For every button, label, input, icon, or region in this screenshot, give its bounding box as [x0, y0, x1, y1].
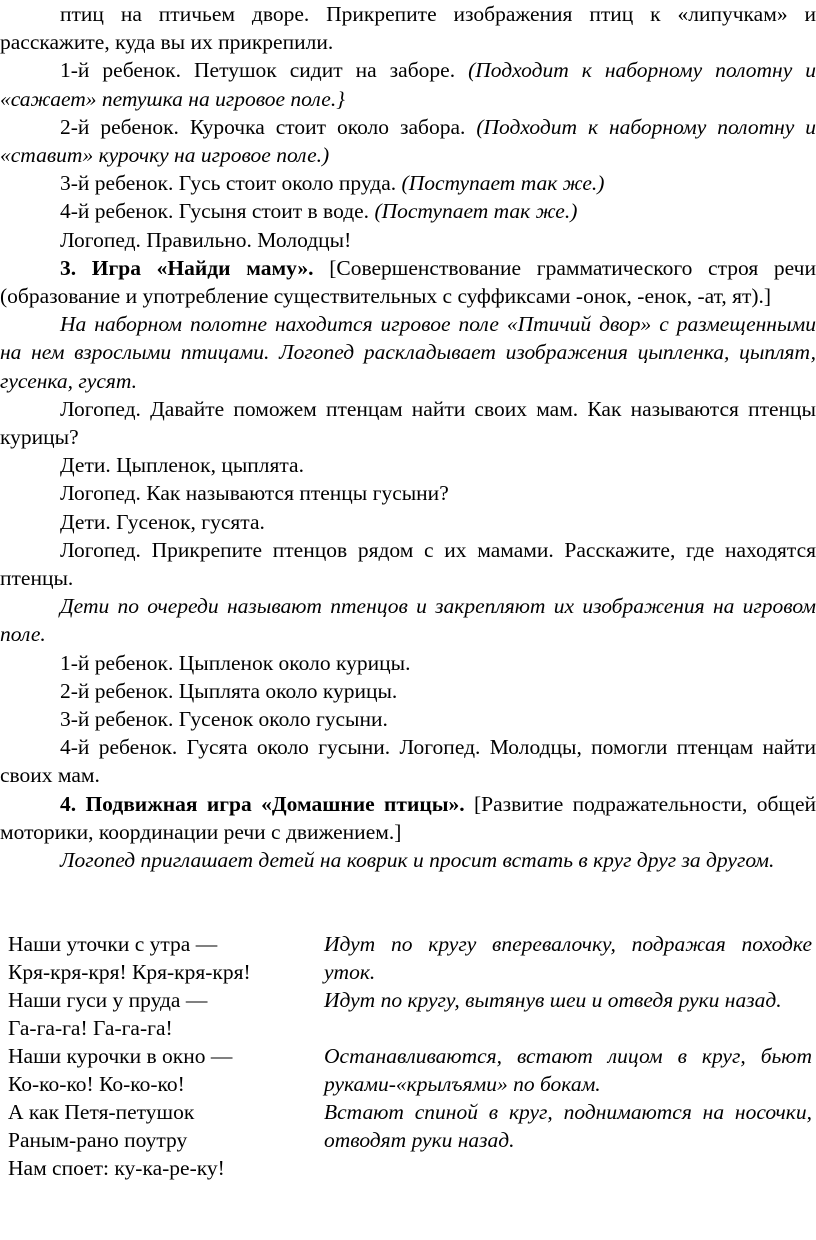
poem-line: Наши гуси у пруда —	[8, 988, 208, 1012]
paragraph	[0, 536, 816, 592]
paragraph-text: Логопед. Прикрепите птенцов рядом с их мамами. Расскажите, где находятся птенцы.	[0, 537, 816, 591]
poem-verse	[8, 986, 308, 1042]
paragraph	[0, 56, 816, 112]
movement-instruction: Останавливаются, встают лицом в круг, бьют руками-«крылъями» по бокам.	[324, 1044, 812, 1097]
paragraph	[0, 451, 816, 479]
paragraph-text: 3-й ребенок. Гусенок около гусыни.	[60, 707, 388, 732]
paragraph	[0, 113, 816, 169]
paragraph-text: 4-й ребенок. Гусята около гусыни. Логопед. Молодцы, помогли птенцам найти своих мам.	[0, 735, 816, 788]
paragraph	[0, 254, 816, 310]
paragraph	[0, 226, 816, 254]
poem-line: Кря-кря-кря! Кря-кря-кря!	[8, 960, 251, 985]
paragraph	[0, 0, 816, 56]
section-heading: 3. Игра «Найди маму».	[60, 255, 330, 280]
poem-verse	[8, 1042, 308, 1098]
paragraph	[0, 169, 816, 197]
paragraph-text: 2-й ребенок. Курочка стоит около забора.	[60, 114, 477, 139]
paragraph	[0, 479, 816, 507]
paragraph-text: 1-й ребенок. Петушок сидит на заборе.	[60, 58, 469, 83]
poem-verse	[8, 930, 308, 986]
paragraph-text: Дети. Цыпленок, цыплята.	[60, 453, 304, 478]
stage-direction: (Поступает так же.)	[401, 171, 605, 196]
paragraph-text: 1-й ребенок. Цыпленок около курицы.	[60, 650, 411, 675]
paragraph	[0, 677, 816, 705]
stage-direction: (Поступает так же.)	[374, 199, 578, 224]
paragraph	[0, 508, 816, 536]
paragraph	[0, 310, 816, 395]
stage-direction: На наборном полотне находится игровое поле «Птичий двор» с размещенными на нем взрослыми птицами. Логопед раскладывает изображения цыпленка, цыплят, гусенка, гусят.	[0, 312, 816, 393]
paragraph-text: Логопед. Давайте поможем птенцам найти своих мам. Как называются птенцы курицы?	[0, 396, 816, 450]
paragraph	[0, 846, 816, 874]
paragraph-text: Логопед. Правильно. Молодцы!	[60, 227, 352, 252]
paragraph	[0, 592, 816, 648]
paragraph	[0, 705, 816, 733]
movement-instruction: Идут по кругу вперевалочку, подражая походке уток.	[324, 932, 812, 985]
poem-line: Раным-рано поутру	[8, 1128, 188, 1153]
poem-verse	[8, 1098, 308, 1183]
stage-direction: (Подходит к наборному полотну и «сажает» петушка на игровое поле.}	[0, 58, 816, 111]
paragraph-text: [Совершенствование грамматического строя речи (образование и употребление существительных с суффиксами -онок, -енок, -ат, ят).]	[0, 255, 816, 309]
movement-instruction: Встают спиной в круг, поднимаются на носочки, отводят руки назад.	[324, 1100, 812, 1153]
paragraph-text: Дети. Гусенок, гусята.	[60, 509, 265, 534]
stage-direction: Дети по очереди называют птенцов и закрепляют их изображения на игровом поле.	[0, 594, 816, 647]
section-heading: 4. Подвижная игра «Домашние птицы».	[60, 791, 474, 816]
paragraph-text: 2-й ребенок. Цыплята около курицы.	[60, 678, 398, 703]
paragraph	[0, 395, 816, 451]
movement-instruction: Идут по кругу, вытянув шеи и отведя руки назад.	[324, 988, 782, 1012]
stage-direction: Логопед приглашает детей на коврик и просит встать в круг друг за другом.	[60, 848, 775, 873]
paragraph	[0, 733, 816, 789]
paragraph-text: птиц на птичьем дворе. Прикрепите изображения птиц к «липучкам» и расскажите, куда вы их прикрепили.	[0, 2, 816, 55]
poem-line: Га-га-га! Га-га-га!	[8, 1016, 173, 1041]
poem-line: Ко-ко-ко! Ко-ко-ко!	[8, 1072, 185, 1097]
poem-line: А как Петя-петушок	[8, 1100, 195, 1124]
paragraph	[0, 649, 816, 677]
paragraph-text: [Развитие подражательности, общей моторики, координации речи с движением.]	[0, 791, 816, 844]
poem-line: Наши уточки с утра —	[8, 932, 218, 956]
stage-direction: (Подходит к наборному полотну и «ставит» курочку на игровое поле.)	[0, 114, 816, 168]
paragraph-text: 3-й ребенок. Гусь стоит около пруда.	[60, 171, 402, 196]
paragraph-text: Логопед. Как называются птенцы гусыни?	[60, 481, 449, 506]
paragraph-text: 4-й ребенок. Гусыня стоит в воде.	[60, 199, 375, 224]
paragraph	[0, 197, 816, 225]
poem-line: Наши курочки в окно —	[8, 1044, 233, 1068]
poem-line: Нам споет: ку-ка-ре-ку!	[8, 1156, 225, 1181]
paragraph	[0, 790, 816, 846]
